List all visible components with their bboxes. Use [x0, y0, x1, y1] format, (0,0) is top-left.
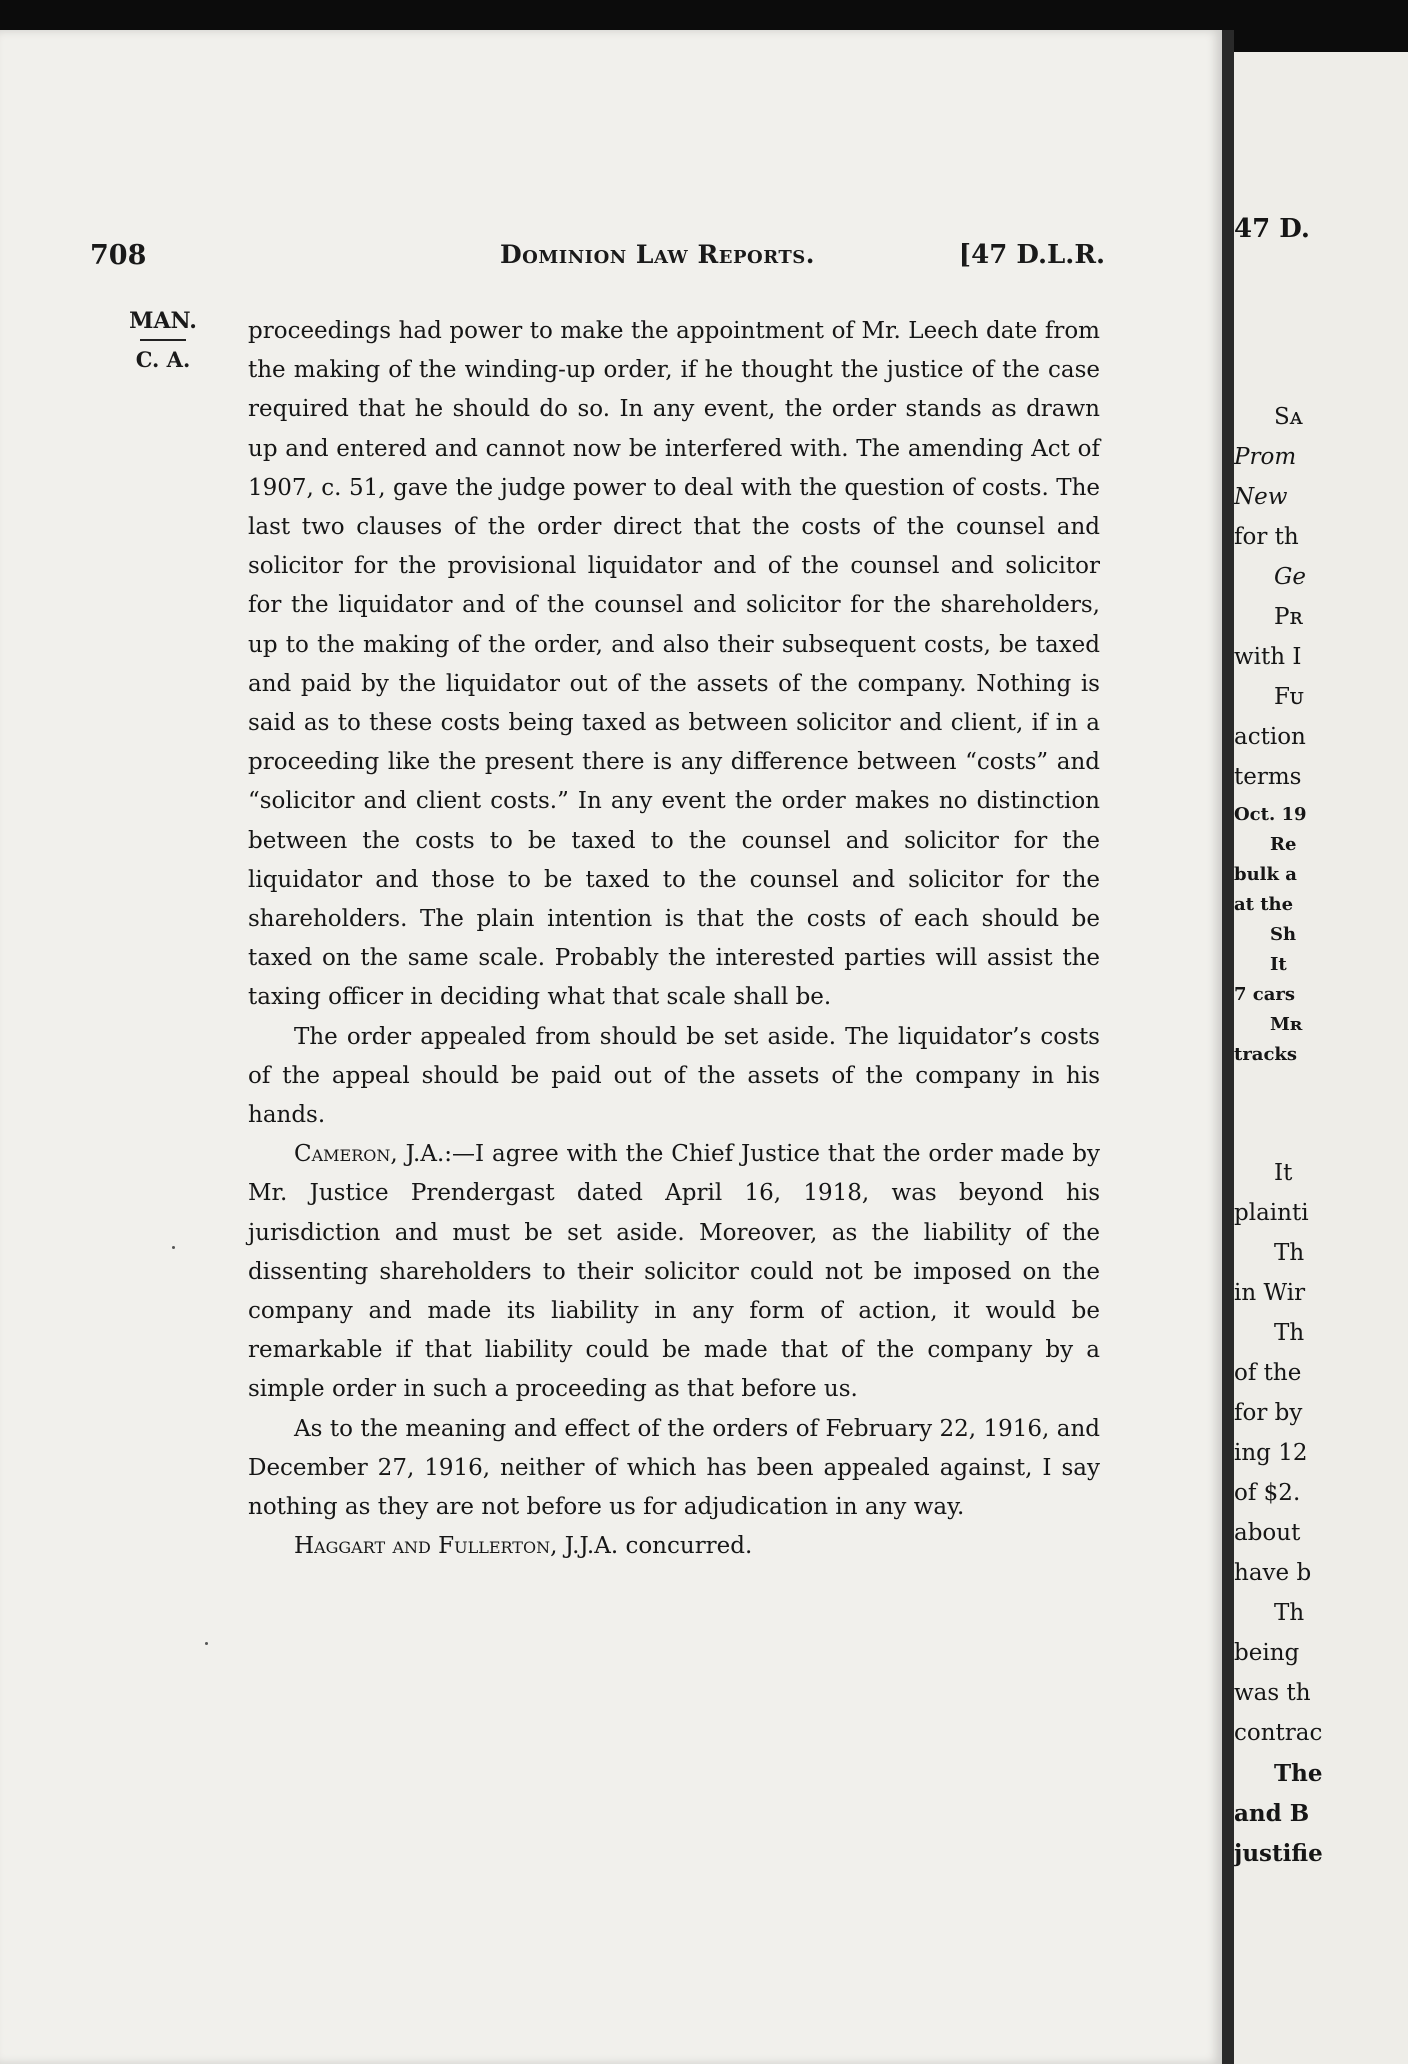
right-fragment: The — [1274, 1760, 1323, 1787]
right-fragment: ing 12 — [1234, 1440, 1308, 1466]
side-note-rule — [140, 339, 186, 341]
paragraph-concurrence — [248, 1527, 1100, 1566]
right-fragment: and B — [1234, 1800, 1310, 1827]
right-fragment: 7 cars — [1234, 984, 1296, 1005]
print-speck — [205, 1642, 208, 1645]
running-head — [90, 240, 1105, 284]
right-fragment: Pʀ — [1274, 604, 1303, 630]
right-fragment: tracks — [1234, 1044, 1298, 1065]
right-page-header: 47 D. — [1234, 214, 1310, 244]
right-fragment: was th — [1234, 1680, 1311, 1706]
right-fragment: Fᴜ — [1274, 684, 1304, 710]
right-fragment: Sh — [1270, 924, 1297, 945]
province-label: MAN. — [129, 308, 197, 334]
page-number: 708 — [90, 240, 147, 271]
right-fragment: plainti — [1234, 1200, 1309, 1226]
margin-side-note — [124, 308, 202, 372]
right-fragment: being — [1234, 1640, 1300, 1666]
right-fragment: with I — [1234, 644, 1302, 670]
running-title: Dominion Law Reports. — [500, 240, 815, 269]
print-speck — [172, 1246, 175, 1249]
right-fragment: Th — [1274, 1600, 1305, 1626]
right-fragment: Oct. 19 — [1234, 804, 1307, 825]
right-fragment: for by — [1234, 1400, 1303, 1426]
cameron-opinion-text: :—I agree with the Chief Justice that the order made by Mr. Justice Prendergast dated April 16, 1918, was beyond his jurisdiction and must be set aside. Moreover, as the liability of the dissenting shareholders to their solicitor could not be imposed on the company and made its liability in any form of action, it would be remarkable if that liability could be made that of the company by a simple order in such a proceeding as that before us. — [248, 1141, 1100, 1403]
paragraph-cameron — [248, 1135, 1100, 1409]
court-label: C. A. — [135, 347, 191, 372]
right-fragment: It — [1270, 954, 1287, 975]
right-fragment: Th — [1274, 1240, 1305, 1266]
right-page-fragment — [1234, 52, 1408, 2064]
right-fragment: of $2. — [1234, 1480, 1301, 1506]
right-fragment: have b — [1234, 1560, 1312, 1586]
right-fragment: Ge — [1274, 564, 1306, 590]
concurring-judges: Haggart and Fullerton, J.J.A. — [294, 1533, 619, 1560]
right-fragment: Mʀ — [1270, 1014, 1303, 1035]
left-page — [0, 30, 1222, 2064]
paragraph-final: As to the meaning and effect of the orders of February 22, 1916, and December 27, 1916, neither of which has been appealed against, I say nothing as they are not before us for adjudication in any way. — [248, 1415, 1100, 1521]
concurrence-text: concurred. — [618, 1533, 753, 1560]
volume-reference: [47 D.L.R. — [958, 240, 1105, 270]
right-fragment: action — [1234, 724, 1306, 750]
paragraph-continued: proceedings had power to make the appointment of Mr. Leech date from the making of the winding-up order, if he thought the justice of the case required that he should do so. In any event, the order stands as drawn up and entered and cannot now be interfered with. The amending Act of 1907, c. 51, gave the judge power to deal with the question of costs. The last two clauses of the order direct that the costs of the counsel and solicitor for the provisional liquidator and of the counsel and solicitor for the liquidator and of the counsel and solicitor for the shareholders, up to the making of the order, and also their subsequent costs, be taxed and paid by the liquidator out of the assets of the company. Nothing is said as to these costs being taxed as between solicitor and client, if in a proceeding like the present there is any difference between “costs” and “solicitor and client costs.” In any event the order makes no distinction between the costs to be taxed to the counsel and solicitor for the liquidator and those to be taxed to the counsel and solicitor for the shareholders. The plain intention is that the costs of each should be taxed on the same scale. Probably the interested parties will assist the taxing officer in deciding what that scale shall be. — [248, 318, 1100, 1011]
right-fragment: of the — [1234, 1360, 1302, 1386]
book-gutter — [1222, 30, 1234, 2064]
body-text — [248, 312, 1100, 1567]
right-fragment: New — [1234, 484, 1288, 510]
right-fragment: Th — [1274, 1320, 1305, 1346]
right-fragment: Prom — [1234, 444, 1297, 470]
right-fragment: about — [1234, 1520, 1301, 1546]
right-fragment: in Wir — [1234, 1280, 1306, 1306]
right-fragment: justifie — [1234, 1840, 1323, 1867]
right-fragment: contrac — [1234, 1720, 1323, 1746]
paragraph-order-set-aside: The order appealed from should be set aside. The liquidator’s costs of the appeal should be paid out of the assets of the company in his hands. — [248, 1023, 1100, 1129]
right-fragment: at the — [1234, 894, 1294, 915]
right-fragment: Re — [1270, 834, 1297, 855]
right-fragment: It — [1274, 1160, 1293, 1186]
right-fragment: for th — [1234, 524, 1299, 550]
right-fragment: terms — [1234, 764, 1302, 790]
judge-name-cameron: Cameron, J.A. — [294, 1141, 445, 1168]
right-fragment: bulk a — [1234, 864, 1297, 885]
right-fragment: Sᴀ — [1274, 404, 1303, 430]
